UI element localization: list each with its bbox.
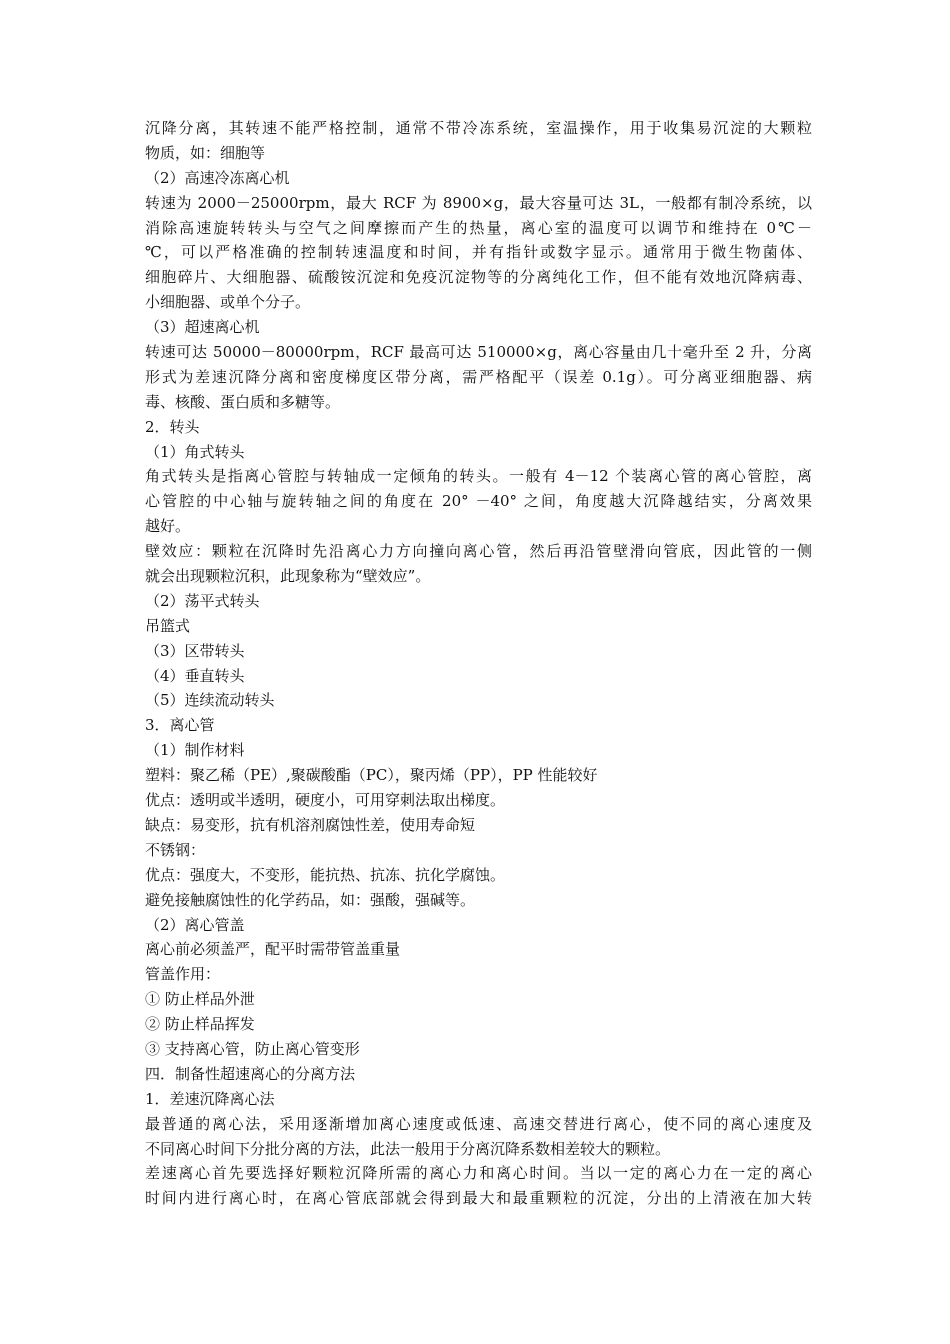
text-line: 形式为差速沉降分离和密度梯度区带分离，需严格配平（误差 0.1g）。可分离亚细胞器、病 [145,367,812,386]
text-line: 沉降分离，其转速不能严格控制，通常不带冷冻系统，室温操作，用于收集易沉淀的大颗粒 [145,119,812,137]
text-line: 不锈钢： [145,840,206,859]
text-line: 优点：透明或半透明，硬度小，可用穿刺法取出梯度。 [145,791,506,810]
text-line: 塑料：聚乙稀（PE）,聚碳酸酯（PC），聚丙烯（PP），PP 性能较好 [145,766,598,785]
text-line: ② 防止样品挥发 [145,1015,255,1034]
text-line: 物质，如：细胞等 [145,143,266,162]
text-line: 壁效应：颗粒在沉降时先沿离心力方向撞向离心管，然后再沿管壁滑向管底，因此管的一侧 [145,542,812,561]
text-line: 小细胞器、或单个分子。 [145,293,311,312]
text-line: 转速为 2000－25000rpm，最大 RCF 为 8900×g，最大容量可达 3L，一般都有制冷系统，以 [145,193,812,212]
text-line: ③ 支持离心管，防止离心管变形 [145,1039,360,1058]
text-line: 缺点：易变形，抗有机溶剂腐蚀性差，使用寿命短 [145,815,476,834]
text-line: （2）高速冷冻离心机 [145,168,290,187]
text-line: （3）超速离心机 [145,318,260,337]
text-line: 离心前必须盖严，配平时需带管盖重量 [145,940,401,959]
text-line: （5）连续流动转头 [145,691,275,710]
text-line: 转速可达 50000－80000rpm，RCF 最高可达 510000×g，离心容量由几十毫升至 2 升，分离 [145,343,812,362]
text-line: 最普通的离心法，采用逐渐增加离心速度或低速、高速交替进行离心，使不同的离心速度及 [145,1114,812,1133]
text-line: （3）区带转头 [145,641,245,660]
text-line: （4）垂直转头 [145,666,245,685]
text-line: （2）离心管盖 [145,915,245,934]
text-line: 角式转头是指离心管腔与转轴成一定倾角的转头。一般有 4－12 个装离心管的离心管腔，离 [145,467,812,486]
text-line: 2．转头 [145,417,200,436]
text-line: 管盖作用： [145,965,221,984]
text-line: 越好。 [145,517,191,536]
text-line: ℃，可以严格准确的控制转速温度和时间，并有指针或数字显示。通常用于微生物菌体、 [145,243,812,262]
text-line: 就会出现颗粒沉积，此现象称为“壁效应”。 [145,567,431,586]
text-line: 不同离心时间下分批分离的方法，此法一般用于分离沉降系数相差较大的颗粒。 [145,1139,671,1158]
text-line: 避免接触腐蚀性的化学药品，如：强酸，强碱等。 [145,890,476,909]
text-line: 时间内进行离心时，在离心管底部就会得到最大和最重颗粒的沉淀，分出的上清液在加大转 [145,1189,812,1208]
text-line: 细胞碎片、大细胞器、硫酸铵沉淀和免疫沉淀物等的分离纯化工作，但不能有效地沉降病毒、 [145,268,812,287]
text-line: 毒、核酸、蛋白质和多糖等。 [145,392,341,411]
text-line: （1）角式转头 [145,442,245,461]
text-line: 1．差速沉降离心法 [145,1089,275,1108]
text-line: 差速离心首先要选择好颗粒沉降所需的离心力和离心时间。当以一定的离心力在一定的离心 [145,1164,812,1183]
text-line: 3．离心管 [145,716,215,735]
text-line: （1）制作材料 [145,741,245,760]
text-line: 心管腔的中心轴与旋转轴之间的角度在 20° －40° 之间，角度越大沉降越结实，分离效果 [145,492,812,511]
text-line: （2）荡平式转头 [145,591,260,610]
text-line: 吊篮式 [145,616,191,635]
text-line: 消除高速旋转转头与空气之间摩擦而产生的热量，离心室的温度可以调节和维持在 0℃－ [145,218,812,237]
text-line: 优点：强度大，不变形，能抗热、抗冻、抗化学腐蚀。 [145,865,506,884]
document-body [145,116,812,1211]
text-line: 四．制备性超速离心的分离方法 [145,1064,356,1083]
text-line: ① 防止样品外泄 [145,990,255,1009]
